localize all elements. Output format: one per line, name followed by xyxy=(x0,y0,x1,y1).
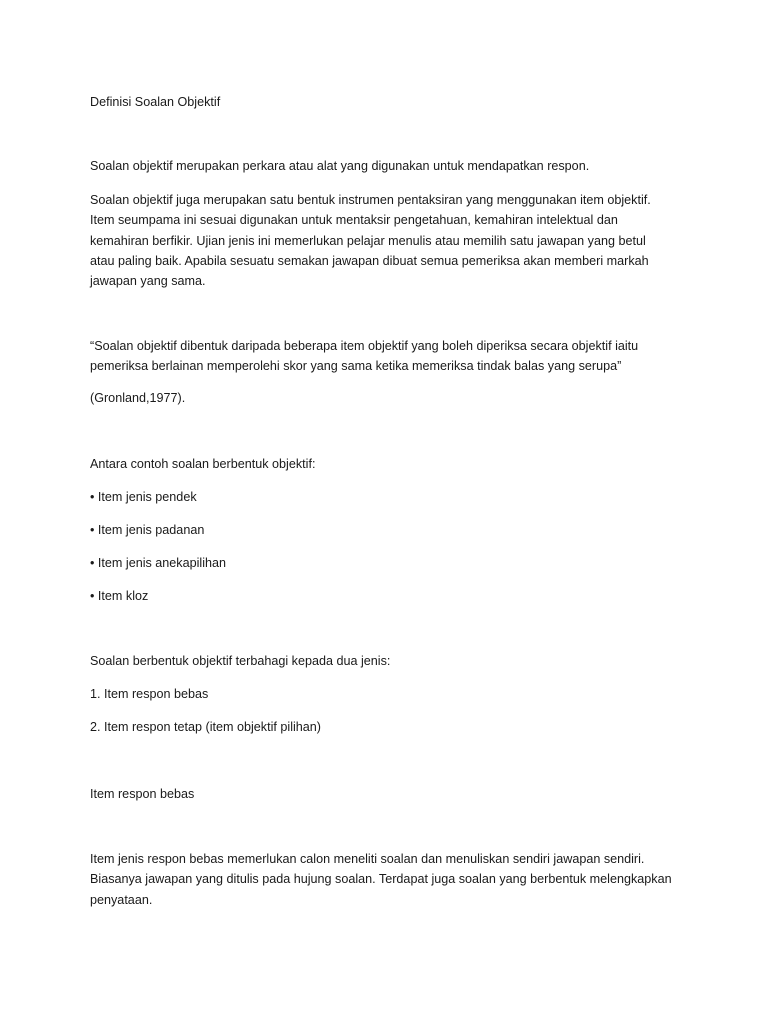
examples-heading: Antara contoh soalan berbentuk objektif: xyxy=(90,457,316,471)
quote-line: pemeriksa berlainan memperolehi skor yang sama ketika memeriksa tindak balas yang serupa” xyxy=(90,359,622,374)
paragraph-free-response xyxy=(90,849,690,910)
paragraph-instrument xyxy=(90,190,690,291)
list-item: • Item jenis pendek xyxy=(90,490,197,504)
citation: (Gronland,1977). xyxy=(90,391,186,405)
quote-block xyxy=(90,336,690,377)
numbered-item: 1. Item respon bebas xyxy=(90,687,209,701)
list-item: • Item jenis padanan xyxy=(90,523,205,537)
numbered-item: 2. Item respon tetap (item objektif pilihan) xyxy=(90,720,321,734)
paragraph-line: atau paling baik. Apabila sesuatu semakan jawapan dibuat semua pemeriksa akan memberi markah xyxy=(90,253,649,268)
paragraph-line: Item jenis respon bebas memerlukan calon meneliti soalan dan menuliskan sendiri jawapan sendiri. xyxy=(90,852,645,866)
paragraph-definition: Soalan objektif merupakan perkara atau alat yang digunakan untuk mendapatkan respon. xyxy=(90,159,590,173)
paragraph-line: kemahiran berfikir. Ujian jenis ini memerlukan pelajar menulis atau memilih satu jawapan yang betul xyxy=(90,233,646,248)
paragraph-line: jawapan yang sama. xyxy=(90,274,206,289)
list-item: • Item kloz xyxy=(90,589,149,603)
types-heading: Soalan berbentuk objektif terbahagi kepada dua jenis: xyxy=(90,654,391,668)
paragraph-line: Soalan objektif juga merupakan satu bentuk instrumen pentaksiran yang menggunakan item objektif. xyxy=(90,193,651,207)
section-heading: Item respon bebas xyxy=(90,787,195,801)
document-title: Definisi Soalan Objektif xyxy=(90,95,221,109)
paragraph-line: Biasanya jawapan yang ditulis pada hujung soalan. Terdapat juga soalan yang berbentuk melengkapkan xyxy=(90,872,672,887)
paragraph-line: penyataan. xyxy=(90,892,153,907)
paragraph-line: Item seumpama ini sesuai digunakan untuk mentaksir pengetahuan, kemahiran intelektual dan xyxy=(90,213,618,228)
quote-line: “Soalan objektif dibentuk daripada beberapa item objektif yang boleh diperiksa secara objektif iaitu xyxy=(90,339,639,353)
list-item: • Item jenis anekapilihan xyxy=(90,556,227,570)
